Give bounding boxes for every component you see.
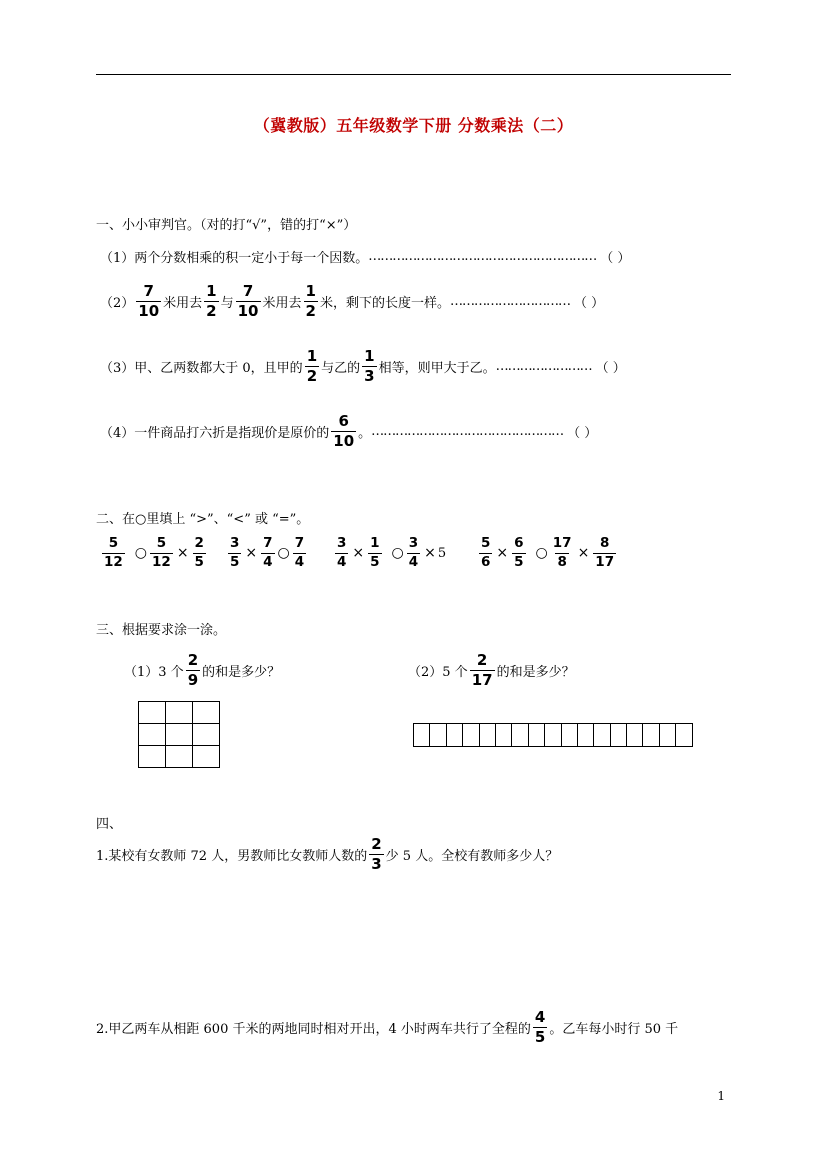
q2-number: （2）: [100, 296, 135, 311]
page-title: （冀教版）五年级数学下册 分数乘法（二）: [253, 116, 574, 135]
problem-1-text: 1.某校有女教师 72 人，男教师比女教师人数的: [96, 849, 368, 864]
strip-cell[interactable]: [577, 724, 593, 747]
s3-question-2: [408, 653, 575, 688]
q1-dots: …………………………………………………: [368, 249, 597, 264]
q4-dots: …………………………………………: [371, 424, 564, 439]
strip-cell[interactable]: [676, 724, 692, 747]
grid-cell[interactable]: [139, 746, 166, 768]
strip-cell[interactable]: [446, 724, 462, 747]
fraction: $\frac{5}{6}$: [481, 535, 491, 570]
answer-circle[interactable]: ○: [391, 545, 404, 561]
fraction: $\frac{5}{12}$: [104, 535, 123, 570]
coloring-grid-9: [138, 701, 220, 768]
strip-cell[interactable]: [463, 724, 479, 747]
q2-text: 与: [220, 296, 234, 311]
fraction: $\frac{2}{5}$: [194, 535, 204, 570]
strip-cell[interactable]: [643, 724, 659, 747]
q4-text: （4）一件商品打六折是指现价是原价的: [100, 426, 330, 441]
strip-cell[interactable]: [561, 724, 577, 747]
q2-text: 米用去: [262, 296, 302, 311]
section-1-heading: 一、小小审判官。（对的打“√”，错的打“×”）: [96, 218, 357, 233]
grid-cell[interactable]: [193, 724, 220, 746]
q4-answer-blank[interactable]: （ ）: [567, 426, 598, 441]
q4-text: 。: [358, 426, 372, 441]
strip-cell[interactable]: [659, 724, 675, 747]
grid-cell[interactable]: [193, 746, 220, 768]
fraction: $\frac{6}{5}$: [514, 535, 524, 570]
answer-circle[interactable]: ○: [535, 545, 548, 561]
q3-answer-blank[interactable]: （ ）: [595, 361, 626, 376]
compare-expression-2: [226, 537, 308, 569]
section-4-heading: 四、: [96, 817, 123, 832]
answer-circle[interactable]: ○: [134, 545, 148, 561]
answer-circle[interactable]: ○: [277, 545, 290, 561]
fraction: $\frac{4}{5}$: [534, 1008, 546, 1046]
strip-cell[interactable]: [627, 724, 643, 747]
times-sign: ×: [352, 545, 365, 561]
fraction: $\frac{8}{17}$: [595, 535, 615, 570]
s1-question-4: [100, 414, 597, 449]
problem-2-text: 2.甲乙两车从相距 600 千米的两地同时相对开出，4 小时两车共行了全程的: [96, 1022, 531, 1037]
strip-cell[interactable]: [495, 724, 511, 747]
s3q2-text: 的和是多少？: [496, 665, 575, 680]
fraction: $\frac{7}{10}$: [138, 282, 160, 320]
compare-expression-3: [333, 537, 446, 569]
coloring-strip-17: [413, 723, 693, 747]
times-sign: ×: [424, 545, 436, 561]
fraction: $\frac{1}{2}$: [206, 282, 217, 320]
strip-cell[interactable]: [512, 724, 528, 747]
strip-cell[interactable]: [430, 724, 446, 747]
compare-expression-4: [477, 537, 618, 569]
q2-answer-blank[interactable]: （ ）: [573, 296, 605, 311]
fraction: $\frac{3}{5}$: [230, 535, 240, 570]
strip-cell[interactable]: [545, 724, 561, 747]
problem-2-text: 。乙车每小时行 50 千: [549, 1022, 679, 1037]
fraction: $\frac{7}{4}$: [294, 535, 305, 570]
fraction: $\frac{3}{4}$: [408, 535, 419, 570]
compare-expression-1: [100, 537, 208, 569]
q3-text: 相等，则甲大于乙。: [378, 361, 496, 376]
s1-question-1: [100, 247, 630, 266]
q2-dots: …………………………: [449, 294, 570, 309]
strip-cell[interactable]: [414, 724, 430, 747]
strip-cell[interactable]: [528, 724, 544, 747]
fraction: $\frac{17}{8}$: [552, 535, 572, 570]
s3q1-text: （1）3 个: [124, 665, 184, 680]
q1-text: （1）两个分数相乘的积一定小于每一个因数。: [100, 251, 369, 266]
times-sign: ×: [577, 545, 590, 561]
problem-1-text: 少 5 人。全校有教师多少人？: [385, 849, 559, 864]
fraction: $\frac{1}{3}$: [364, 347, 375, 385]
page-number: 1: [717, 1089, 725, 1103]
fraction: $\frac{2}{3}$: [371, 835, 382, 873]
times-sign: ×: [176, 545, 189, 561]
fraction: $\frac{7}{10}$: [237, 282, 259, 320]
word-problem-2: [96, 1010, 678, 1045]
grid-cell[interactable]: [166, 746, 193, 768]
strip-cell[interactable]: [610, 724, 626, 747]
q2-text: 米用去: [163, 296, 203, 311]
s1-question-2: [100, 284, 604, 319]
s3-question-1: [124, 653, 280, 688]
q1-answer-blank[interactable]: （ ）: [600, 251, 631, 266]
grid-cell[interactable]: [166, 724, 193, 746]
fraction: $\frac{2}{17}$: [471, 651, 493, 689]
grid-cell[interactable]: [166, 702, 193, 724]
q3-text: 与乙的: [321, 361, 361, 376]
fraction: $\frac{1}{2}$: [306, 347, 318, 385]
grid-cell[interactable]: [139, 724, 166, 746]
q3-dots: ……………………: [495, 359, 592, 374]
word-problem-1: [96, 837, 558, 872]
s3q1-text: 的和是多少？: [202, 665, 281, 680]
section-2-heading: 二、在○里填上 “>”、“<” 或 “=”。: [96, 512, 310, 527]
fraction: $\frac{1}{5}$: [370, 535, 380, 570]
s1-question-3: [100, 349, 626, 384]
grid-cell[interactable]: [139, 702, 166, 724]
q2-text: 米，剩下的长度一样。: [319, 296, 450, 311]
fraction: $\frac{2}{9}$: [187, 651, 199, 689]
header-rule: [96, 74, 731, 75]
strip-cell[interactable]: [594, 724, 610, 747]
grid-cell[interactable]: [193, 702, 220, 724]
q3-text: （3）甲、乙两数都大于 0，且甲的: [100, 361, 303, 376]
fraction: $\frac{5}{12}$: [152, 535, 171, 570]
fraction: $\frac{6}{10}$: [333, 412, 355, 450]
times-sign: ×: [245, 545, 258, 561]
s3q2-text: （2）5 个: [408, 665, 468, 680]
fraction: $\frac{7}{4}$: [263, 535, 273, 570]
section-3-heading: 三、根据要求涂一涂。: [96, 623, 227, 638]
times-sign: ×: [496, 545, 509, 561]
fraction: $\frac{3}{4}$: [337, 535, 347, 570]
number: 5: [437, 545, 447, 561]
strip-cell[interactable]: [479, 724, 495, 747]
fraction: $\frac{1}{2}$: [305, 282, 316, 320]
